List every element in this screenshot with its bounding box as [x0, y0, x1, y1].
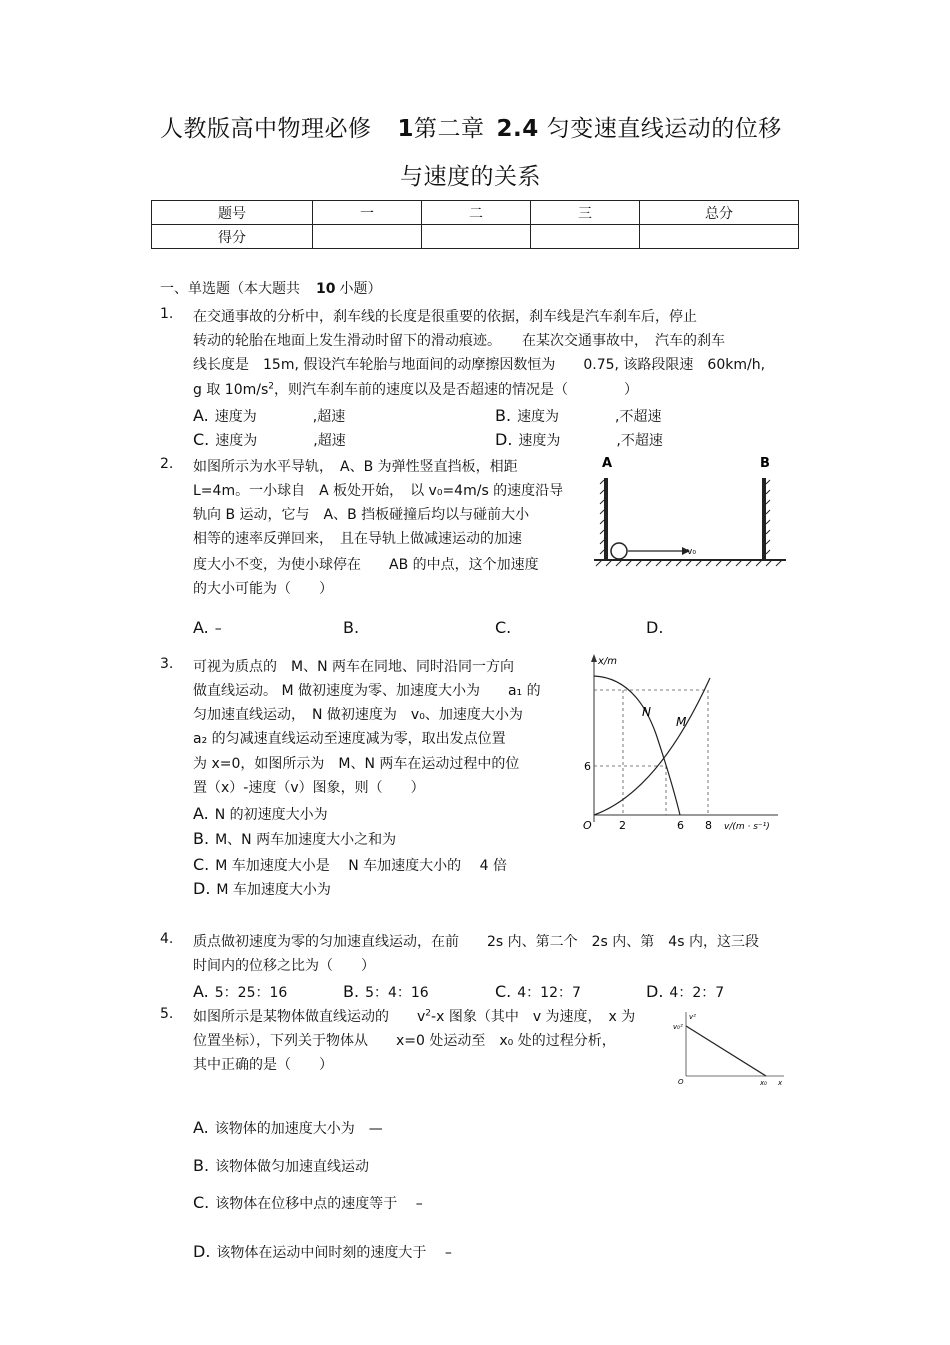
x-tick: 8: [705, 819, 712, 832]
option-text: M、N 两车加速度大小之和为: [215, 832, 397, 848]
text-part: 如图所示是某物体做直线运动的 v: [193, 1009, 426, 1025]
option-letter: A.: [193, 406, 209, 425]
question-text-line: 位置坐标），下列关于物体从 x=0 处运动至 x₀ 处的过程分析，: [193, 1033, 616, 1049]
question-number: 2.: [160, 456, 174, 472]
heading-part: 10: [316, 281, 336, 297]
question-text-line: 置（x）-速度（v）图象，则（ ）: [193, 780, 425, 796]
option-d[interactable]: [646, 618, 669, 637]
option-b[interactable]: [495, 406, 662, 426]
option-letter: B.: [193, 829, 210, 848]
rail-figure: [590, 450, 790, 570]
curve-m-label: M: [676, 715, 687, 729]
option-letter: C.: [495, 618, 512, 637]
title-part: 2.4: [496, 116, 539, 142]
option-b[interactable]: [193, 1156, 369, 1176]
table-cell: 二: [422, 201, 531, 225]
question-text-line: 的大小可能为（ ）: [193, 581, 333, 597]
option-d[interactable]: [193, 879, 331, 899]
question-number: 5.: [160, 1006, 174, 1022]
option-letter: A.: [193, 1118, 209, 1137]
option-b[interactable]: [193, 829, 396, 849]
option-text: N 的初速度大小为: [214, 807, 328, 823]
option-text: 速度为 ,不超速: [518, 433, 663, 449]
table-row: [152, 225, 799, 249]
wall-hatch: [600, 480, 770, 554]
option-text: 4：2：7: [669, 985, 725, 1001]
option-text: 速度为 ,不超速: [517, 409, 662, 425]
y-axis-label: v²: [689, 1013, 696, 1021]
option-text: 5：4：16: [365, 985, 429, 1001]
option-letter: C.: [495, 982, 512, 1001]
superscript: 2: [268, 381, 274, 392]
text-part: -x 图象（其中 v 为速度， x 为: [431, 1009, 636, 1025]
title-part: 1: [397, 116, 415, 142]
origin-label: O: [678, 1078, 684, 1086]
option-c[interactable]: [193, 1193, 423, 1213]
option-c[interactable]: [193, 430, 346, 450]
option-a[interactable]: [193, 804, 328, 824]
option-letter: D.: [646, 618, 664, 637]
score-cell[interactable]: [422, 225, 531, 249]
question-text-line: 质点做初速度为零的匀加速直线运动，在前 2s 内、第二个 2s 内、第 4s 内，这三段: [193, 934, 759, 950]
curve-n-label: N: [642, 705, 651, 719]
option-letter: B.: [343, 618, 360, 637]
option-d[interactable]: [495, 430, 663, 450]
option-letter: D.: [193, 879, 211, 898]
guide-lines: [594, 690, 708, 815]
score-cell[interactable]: [640, 225, 799, 249]
table-cell: 一: [313, 201, 422, 225]
option-letter: D.: [495, 430, 513, 449]
option-b[interactable]: [343, 982, 429, 1002]
option-letter: D.: [193, 1242, 211, 1261]
option-letter: A.: [193, 982, 209, 1001]
label-b: B: [760, 456, 770, 471]
x-axis-label: x: [778, 1079, 783, 1087]
table-cell: 得分: [152, 225, 313, 249]
text-part: ，则汽车刹车前的速度以及是否超速的情况是（ ）: [273, 382, 638, 398]
option-letter: C.: [193, 430, 210, 449]
section-heading: [160, 278, 381, 298]
option-c[interactable]: [495, 618, 517, 637]
option-letter: B.: [343, 982, 360, 1001]
question-text-line: 线长度是 15m, 假设汽车轮胎与地面间的动摩擦因数恒为 0.75, 该路段限速 60km/h,: [193, 357, 766, 373]
heading-part: 一、单选题（本大题共: [160, 281, 300, 297]
question-text-line: 其中正确的是（ ）: [193, 1057, 333, 1073]
question-number: 3.: [160, 656, 174, 672]
title-part: 匀变速直线运动的位移: [546, 116, 782, 142]
score-table: [151, 200, 799, 249]
option-d[interactable]: [646, 982, 724, 1002]
option-a[interactable]: [193, 406, 345, 426]
option-letter: B.: [495, 406, 512, 425]
text-part: g 取 10m/s: [193, 382, 269, 398]
y-axis-label: x/m: [598, 656, 618, 667]
table-row: [152, 201, 799, 225]
x-tick: 6: [677, 819, 684, 832]
origin-label: O: [583, 819, 592, 832]
x-tick: 2: [619, 819, 626, 832]
table-cell: 题号: [152, 201, 313, 225]
option-text: 4：12：7: [517, 985, 581, 1001]
question-text-line: 度大小不变，为使小球停在 AB 的中点，这个加速度: [193, 557, 539, 573]
v2x-graph: [672, 1010, 790, 1088]
option-text: M 车加速度大小为: [216, 882, 331, 898]
superscript: 2: [425, 1008, 432, 1019]
question-text-line: 可视为质点的 M、N 两车在同地、同时沿同一方向: [193, 659, 515, 675]
question-text-line: 为 x=0，如图所示为 M、N 两车在运动过程中的位: [193, 756, 520, 772]
label-a: A: [602, 456, 613, 471]
option-text: M 车加速度大小是 N 车加速度大小的 4 倍: [215, 858, 507, 874]
option-b[interactable]: [343, 618, 365, 637]
table-cell: 三: [531, 201, 640, 225]
option-text: 该物体的加速度大小为 —: [214, 1121, 383, 1137]
wall-b: [762, 478, 766, 560]
option-a[interactable]: [193, 982, 287, 1002]
option-d[interactable]: [193, 1242, 452, 1262]
heading-part: 小题）: [339, 281, 382, 297]
question-text-line: [193, 1006, 635, 1026]
question-text-line: 匀加速直线运动， N 做初速度为 v₀、加速度大小为: [193, 707, 523, 723]
question-text-line: 轨向 B 运动，它与 A、B 挡板碰撞后均以与碰前大小: [193, 507, 530, 523]
question-text-line: a₂ 的匀减速直线运动至速度减为零，取出发点位置: [193, 731, 506, 747]
option-text: 速度为 ,超速: [215, 433, 346, 449]
option-c[interactable]: [193, 855, 507, 875]
ball: [611, 543, 627, 559]
option-text: –: [214, 621, 222, 637]
question-text-line: 时间内的位移之比为（ ）: [193, 958, 375, 974]
doc-title-line2: 与速度的关系: [400, 164, 541, 190]
curve-n: [594, 676, 680, 815]
option-text: 该物体做匀加速直线运动: [215, 1159, 370, 1175]
option-letter: A.: [193, 618, 209, 637]
option-a[interactable]: [193, 1118, 383, 1138]
question-text-line: 做直线运动。 M 做初速度为零、加速度大小为 a₁ 的: [193, 683, 541, 699]
curve-m: [594, 678, 710, 815]
option-text: 速度为 ,超速: [214, 409, 346, 425]
y-arrow: [591, 654, 597, 662]
option-letter: C.: [193, 855, 210, 874]
question-text-line: 相等的速率反弹回来， 且在导轨上做减速运动的加速: [193, 531, 522, 547]
question-text-line: 在交通事故的分析中，刹车线的长度是很重要的依据，刹车线是汽车刹车后，停止: [193, 309, 697, 325]
title-part: 人教版高中物理必修: [160, 116, 372, 142]
doc-title-line1: [160, 110, 782, 143]
question-text-line: [193, 379, 638, 399]
question-text-line: L=4m。一小球自 A 板处开始， 以 v₀=4m/s 的速度沿导: [193, 483, 564, 499]
option-letter: D.: [646, 982, 664, 1001]
xv-graph: [578, 652, 788, 837]
title-part: 第二章: [414, 116, 485, 142]
score-cell[interactable]: [531, 225, 640, 249]
y0-label: v₀²: [673, 1023, 683, 1031]
x0-label: x₀: [760, 1079, 767, 1087]
option-c[interactable]: [495, 982, 581, 1002]
score-cell[interactable]: [313, 225, 422, 249]
wall-a: [604, 478, 608, 560]
option-text: 该物体在运动中间时刻的速度大于 –: [216, 1245, 452, 1261]
option-letter: A.: [193, 804, 209, 823]
table-cell: 总分: [640, 201, 799, 225]
v2-line: [686, 1026, 766, 1076]
x-axis-label: v/(m · s⁻¹): [724, 822, 770, 832]
velocity-label: v₀: [687, 547, 696, 557]
option-text: 该物体在位移中点的速度等于 –: [215, 1196, 423, 1212]
question-text-line: 如图所示为水平导轨， A、B 为弹性竖直挡板，相距: [193, 459, 518, 475]
option-letter: B.: [193, 1156, 210, 1175]
option-text: 5：25：16: [214, 985, 288, 1001]
question-number: 4.: [160, 931, 174, 947]
option-letter: C.: [193, 1193, 210, 1212]
question-number: 1.: [160, 306, 174, 322]
question-text-line: 转动的轮胎在地面上发生滑动时留下的滑动痕迹。 在某次交通事故中， 汽车的刹车: [193, 333, 725, 349]
y-tick: 6: [584, 760, 591, 773]
option-a[interactable]: [193, 618, 222, 637]
